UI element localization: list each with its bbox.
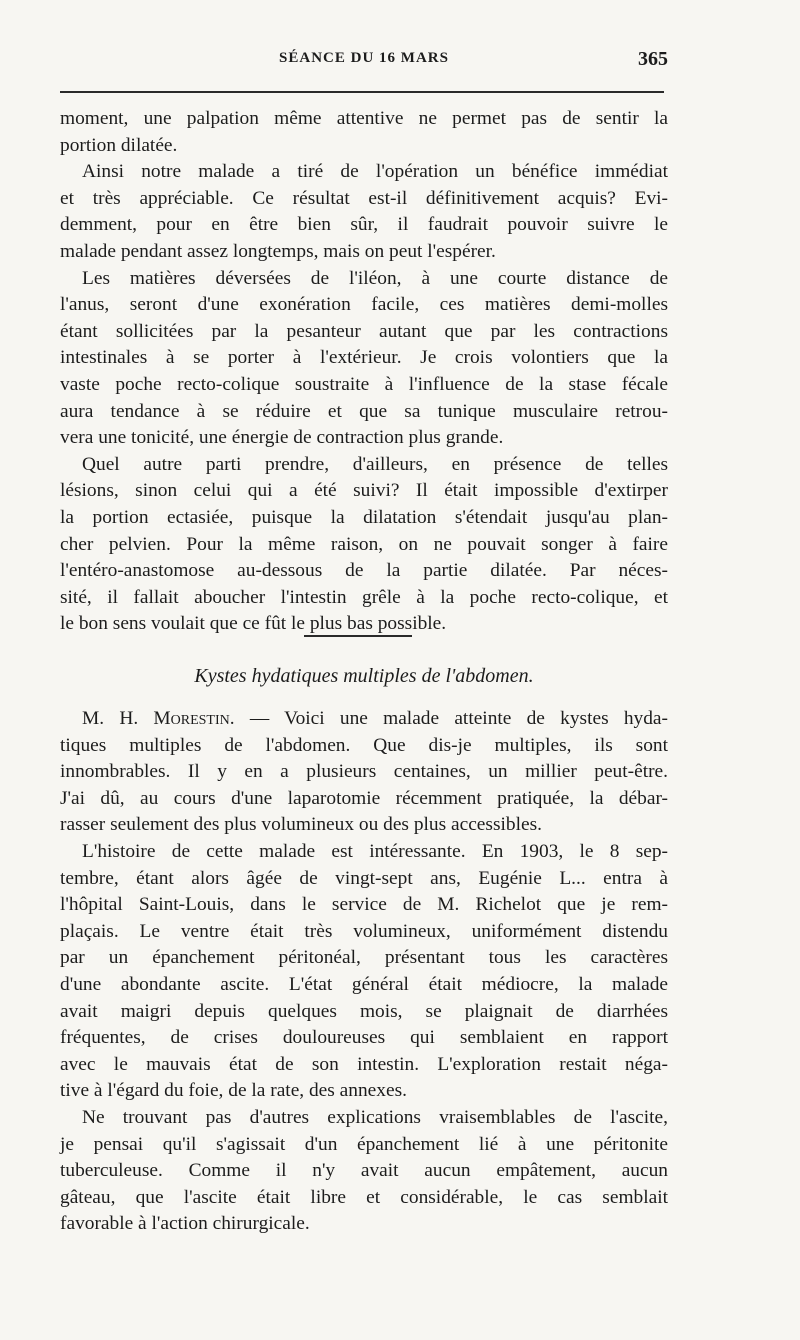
text-line: l'entéro-anastomose au-dessous de la partie dilatée. Par néces-: [60, 560, 668, 582]
text-line: moment, une palpation même attentive ne permet pas de sentir la: [60, 108, 668, 129]
text-line-rest: — Voici une malade atteinte de kystes hyda-: [234, 708, 668, 729]
text-line: innombrables. Il y en a plusieurs centaines, un millier peut-être.: [60, 761, 668, 783]
text-line: Ainsi notre malade a tiré de l'opération un bénéfice immédiat: [82, 161, 668, 183]
text-line: étant sollicitées par la pesanteur autant que par les contractions: [60, 320, 668, 342]
text-line: malade pendant assez longtemps, mais on peut l'espérer.: [60, 240, 496, 262]
text-line: favorable à l'action chirurgicale.: [60, 1213, 310, 1235]
text-line: rasser seulement des plus volumineux ou des plus accessibles.: [60, 814, 542, 836]
text-line: la portion ectasiée, puisque la dilatation s'étendait jusqu'au plan-: [60, 506, 668, 528]
text-line: fréquentes, de crises douloureuses qui semblaient en rapport: [60, 1027, 668, 1049]
text-line: tembre, étant alors âgée de vingt-sept ans, Eugénie L... entra à: [60, 867, 668, 889]
text-line: et très appréciable. Ce résultat est-il définitivement acquis? Evi-: [60, 187, 668, 209]
text-line: lésions, sinon celui qui a été suivi? Il était impossible d'extirper: [60, 480, 668, 502]
text-line: J'ai dû, au cours d'une laparotomie récemment pratiquée, la débar-: [60, 787, 668, 809]
text-line: Quel autre parti prendre, d'ailleurs, en présence de telles: [82, 453, 668, 475]
text-line: vera une tonicité, une énergie de contraction plus grande.: [60, 427, 504, 449]
text-line: [60, 706, 668, 733]
text-line: intestinales à se porter à l'extérieur. Je crois volontiers que la: [60, 347, 668, 369]
text-line: L'histoire de cette malade est intéressante. En 1903, le 8 sep-: [82, 840, 668, 862]
text-line: portion dilatée.: [60, 134, 178, 156]
text-line: l'hôpital Saint-Louis, dans le service de M. Richelot que je rem-: [60, 894, 668, 916]
running-head: [60, 50, 668, 78]
text-line: plaçais. Le ventre était très volumineux, uniformément distendu: [60, 920, 668, 942]
paragraph-block-2: [60, 706, 668, 1238]
section-separator: [304, 635, 412, 637]
speaker-name: M. H. Morestin.: [82, 708, 235, 729]
text-line: demment, pour en être bien sûr, il faudrait pouvoir suivre le: [60, 214, 668, 236]
text-line: Les matières déversées de l'iléon, à une courte distance de: [82, 267, 668, 289]
paragraph-block-1: [60, 106, 668, 638]
running-title: SÉANCE DU 16 MARS: [279, 50, 449, 66]
text-line: je pensai qu'il s'agissait d'un épanchement lié à une péritonite: [60, 1133, 668, 1155]
text-line: le bon sens voulait que ce fût le plus bas possible.: [60, 613, 447, 635]
text-line: tive à l'égard du foie, de la rate, des annexes.: [60, 1080, 407, 1102]
text-line: l'anus, seront d'une exonération facile, ces matières demi-molles: [60, 294, 668, 316]
text-line: d'une abondante ascite. L'état général était médiocre, la malade: [60, 973, 668, 995]
text-line: Ne trouvant pas d'autres explications vraisemblables de l'ascite,: [82, 1106, 668, 1128]
page-number: 365: [638, 48, 668, 70]
header-rule: [60, 91, 664, 93]
text-line: sité, il fallait aboucher l'intestin grêle à la poche recto-colique, et: [60, 586, 668, 608]
text-line: avait maigri depuis quelques mois, se plaignait de diarrhées: [60, 1000, 668, 1022]
text-line: tuberculeuse. Comme il n'y avait aucun empâtement, aucun: [60, 1160, 668, 1182]
text-line: tiques multiples de l'abdomen. Que dis-je multiples, ils sont: [60, 734, 668, 756]
text-line: avec le mauvais état de son intestin. L'exploration restait néga-: [60, 1053, 668, 1075]
text-line: aura tendance à se réduire et que sa tunique musculaire retrou-: [60, 400, 668, 422]
text-line: cher pelvien. Pour la même raison, on ne pouvait songer à faire: [60, 533, 668, 555]
section-title: Kystes hydatiques multiples de l'abdomen.: [194, 665, 534, 687]
text-line: gâteau, que l'ascite était libre et considérable, le cas semblait: [60, 1186, 668, 1208]
text-line: par un épanchement péritonéal, présentant tous les caractères: [60, 947, 668, 969]
text-line: vaste poche recto-colique soustraite à l'influence de la stase fécale: [60, 373, 668, 395]
